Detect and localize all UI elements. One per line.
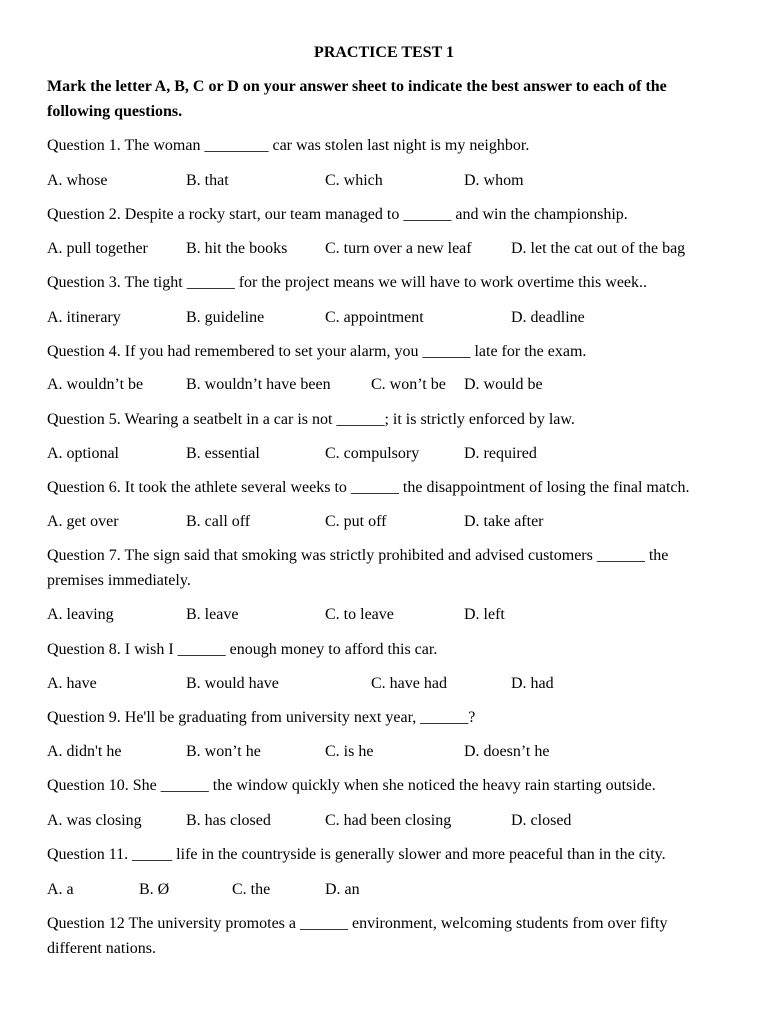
question-8-option-c: C. have had — [371, 675, 447, 692]
question-12-text-line-2: different nations. — [47, 940, 157, 957]
question-4-option-d: D. would be — [464, 376, 543, 393]
question-1-option-d: D. whom — [464, 172, 524, 189]
question-3-text: Question 3. The tight ______ for the project means we will have to work overtime this week.. — [47, 274, 648, 291]
page-title: PRACTICE TEST 1 — [314, 44, 454, 61]
question-5-option-d: D. required — [464, 445, 537, 462]
question-9-option-c: C. is he — [325, 743, 374, 760]
question-7-text-line-1: Question 7. The sign said that smoking was strictly prohibited and advised customers ______ the — [47, 547, 669, 564]
question-5-option-c: C. compulsory — [325, 445, 420, 462]
question-8-option-d: D. had — [511, 675, 554, 692]
question-10-option-c: C. had been closing — [325, 812, 452, 829]
question-6-option-b: B. call off — [186, 513, 251, 530]
question-4-option-c: C. won’t be — [371, 376, 446, 393]
question-3-option-d: D. deadline — [511, 309, 585, 326]
question-8-text: Question 8. I wish I ______ enough money to afford this car. — [47, 641, 438, 658]
instruction-line-1: Mark the letter A, B, C or D on your answer sheet to indicate the best answer to each of the — [47, 78, 667, 95]
question-11-option-b: B. Ø — [139, 881, 170, 898]
question-1-option-c: C. which — [325, 172, 383, 189]
question-7-option-c: C. to leave — [325, 606, 394, 623]
question-10-option-b: B. has closed — [186, 812, 271, 829]
question-2-option-c: C. turn over a new leaf — [325, 240, 472, 257]
question-2-option-a: A. pull together — [47, 240, 148, 257]
question-9-text: Question 9. He'll be graduating from university next year, ______? — [47, 709, 476, 726]
question-3-option-b: B. guideline — [186, 309, 265, 326]
question-1-option-b: B. that — [186, 172, 229, 189]
question-1-text: Question 1. The woman ________ car was stolen last night is my neighbor. — [47, 137, 530, 154]
question-9-option-a: A. didn't he — [47, 743, 122, 760]
question-10-text: Question 10. She ______ the window quickly when she noticed the heavy rain starting outside. — [47, 777, 656, 794]
question-6-option-a: A. get over — [47, 513, 119, 530]
question-5-text: Question 5. Wearing a seatbelt in a car is not ______; it is strictly enforced by law. — [47, 411, 575, 428]
question-11-option-c: C. the — [232, 881, 271, 898]
question-9-option-b: B. won’t he — [186, 743, 261, 760]
instruction-line-2: following questions. — [47, 103, 183, 120]
question-9-option-d: D. doesn’t he — [464, 743, 550, 760]
question-12-text-line-1: Question 12 The university promotes a ______ environment, welcoming students from over fifty — [47, 915, 668, 932]
question-7-option-b: B. leave — [186, 606, 239, 623]
question-10-option-d: D. closed — [511, 812, 572, 829]
question-6-option-c: C. put off — [325, 513, 387, 530]
question-3-option-a: A. itinerary — [47, 309, 121, 326]
question-5-option-b: B. essential — [186, 445, 260, 462]
question-11-option-a: A. a — [47, 881, 74, 898]
question-7-text-line-2: premises immediately. — [47, 572, 191, 589]
question-3-option-c: C. appointment — [325, 309, 424, 326]
question-6-option-d: D. take after — [464, 513, 544, 530]
question-11-option-d: D. an — [325, 881, 360, 898]
question-2-option-d: D. let the cat out of the bag — [511, 240, 686, 257]
question-7-option-a: A. leaving — [47, 606, 114, 623]
question-5-option-a: A. optional — [47, 445, 119, 462]
question-4-option-b: B. wouldn’t have been — [186, 376, 331, 393]
question-8-option-a: A. have — [47, 675, 97, 692]
question-4-option-a: A. wouldn’t be — [47, 376, 144, 393]
question-2-option-b: B. hit the books — [186, 240, 288, 257]
question-8-option-b: B. would have — [186, 675, 279, 692]
question-4-text: Question 4. If you had remembered to set your alarm, you ______ late for the exam. — [47, 343, 587, 360]
question-11-text: Question 11. _____ life in the countryside is generally slower and more peaceful than in the city. — [47, 846, 666, 863]
question-2-text: Question 2. Despite a rocky start, our team managed to ______ and win the championship. — [47, 206, 628, 223]
question-7-option-d: D. left — [464, 606, 505, 623]
question-6-text: Question 6. It took the athlete several weeks to ______ the disappointment of losing the final match. — [47, 479, 690, 496]
question-1-option-a: A. whose — [47, 172, 108, 189]
question-10-option-a: A. was closing — [47, 812, 142, 829]
